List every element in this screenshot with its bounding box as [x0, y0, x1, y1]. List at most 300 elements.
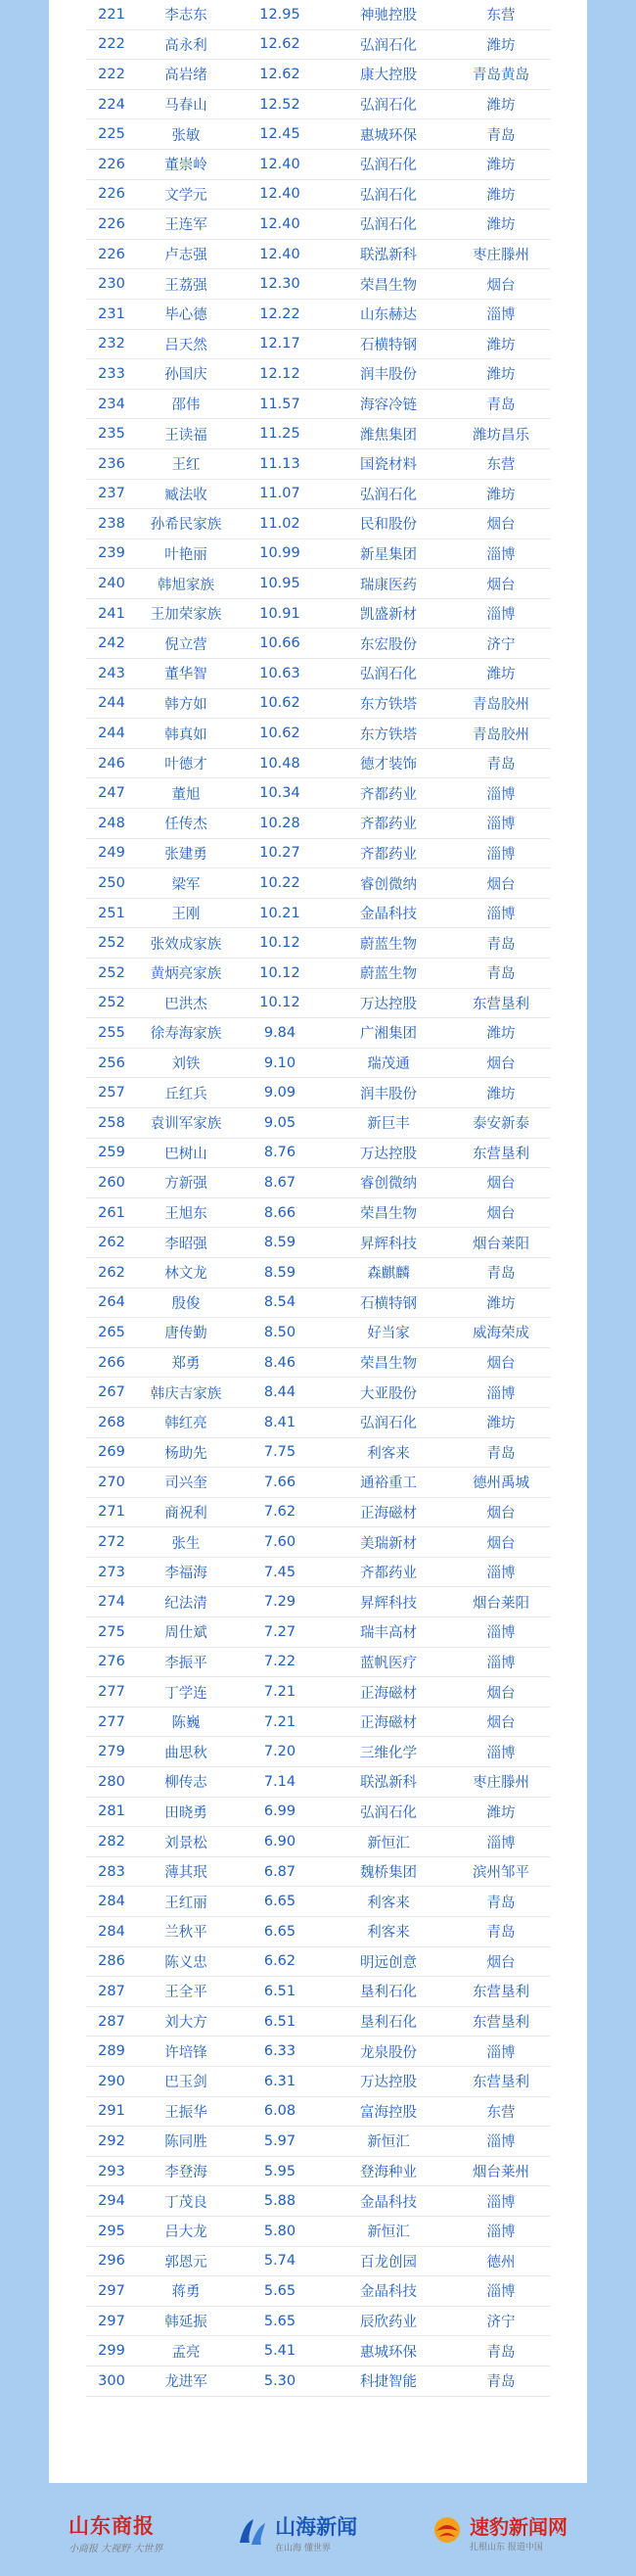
table-row [86, 839, 550, 869]
name-cell: 巴玉剑 [164, 2075, 207, 2091]
name-cell: 李振平 [164, 1655, 207, 1671]
rank-cell: 275 [98, 1623, 125, 1640]
rank-cell: 233 [98, 365, 125, 382]
wealth-cell: 11.07 [259, 486, 300, 502]
city-cell: 淄博 [486, 546, 516, 563]
company-cell: 瑞丰高材 [360, 1625, 417, 1642]
rank-cell: 272 [98, 1534, 125, 1551]
city-cell: 济宁 [486, 2315, 516, 2331]
shanhai-icon [236, 2515, 269, 2549]
rank-cell: 226 [98, 246, 125, 262]
city-cell: 潍坊 [486, 337, 516, 353]
city-cell: 潍坊 [486, 217, 516, 234]
rank-cell: 224 [98, 96, 125, 113]
name-cell: 高永利 [164, 37, 207, 54]
company-cell: 弘润石化 [360, 217, 417, 234]
wealth-cell: 10.66 [259, 635, 300, 652]
rank-cell: 297 [98, 2313, 125, 2329]
table-row [86, 480, 550, 510]
company-cell: 垦利石化 [360, 1985, 417, 2001]
name-cell: 郭恩元 [164, 2254, 207, 2271]
company-cell: 利客来 [367, 1445, 410, 1462]
table-row [86, 868, 550, 899]
rank-cell: 286 [98, 1953, 125, 1970]
rank-cell: 284 [98, 1894, 125, 1910]
rank-cell: 251 [98, 905, 125, 921]
city-cell: 烟台 [486, 277, 516, 294]
table-row [86, 1228, 550, 1258]
rank-cell: 240 [98, 576, 125, 592]
name-cell: 叶德才 [164, 757, 207, 773]
wealth-cell: 10.62 [259, 695, 300, 712]
company-cell: 金晶科技 [360, 2194, 417, 2211]
city-cell: 潍坊 [486, 667, 516, 683]
rank-cell: 242 [98, 635, 125, 652]
name-cell: 张敏 [171, 127, 201, 144]
company-cell: 齐都药业 [360, 846, 417, 863]
city-cell: 潍坊 [486, 1804, 516, 1821]
city-cell: 烟台 [486, 517, 516, 534]
city-cell: 淄博 [486, 846, 516, 863]
name-cell: 刘铁 [171, 1056, 201, 1073]
table-row [86, 1198, 550, 1229]
name-cell: 李志东 [164, 8, 207, 24]
city-cell: 淄博 [486, 1385, 516, 1402]
name-cell: 李昭强 [164, 1236, 207, 1252]
table-row [86, 629, 550, 659]
wealth-cell: 12.40 [259, 215, 300, 232]
table-row [86, 210, 550, 240]
city-cell: 滨州邹平 [473, 1865, 529, 1882]
wealth-cell: 10.12 [259, 935, 300, 952]
table-row [86, 1617, 550, 1648]
wealth-cell: 6.51 [263, 2013, 296, 2030]
table-row [86, 1527, 550, 1558]
rank-cell: 268 [98, 1414, 125, 1430]
rank-cell: 257 [98, 1085, 125, 1101]
table-row [86, 1648, 550, 1678]
footer-bar [0, 2483, 636, 2576]
city-cell: 淄博 [486, 786, 516, 803]
company-cell: 民和股份 [360, 517, 417, 534]
table-row [86, 180, 550, 211]
table-row [86, 1318, 550, 1348]
rank-cell: 225 [98, 126, 125, 143]
city-cell: 青岛黄岛 [473, 68, 529, 84]
name-cell: 林文龙 [164, 1266, 207, 1283]
rank-cell: 281 [98, 1803, 125, 1820]
wealth-cell: 6.08 [263, 2103, 296, 2120]
company-cell: 睿创微纳 [360, 1176, 417, 1193]
rank-cell: 265 [98, 1324, 125, 1340]
name-cell: 李福海 [164, 1566, 207, 1582]
wealth-cell: 6.65 [263, 1894, 296, 1910]
rank-cell: 284 [98, 1923, 125, 1940]
company-cell: 弘润石化 [360, 1804, 417, 1821]
company-cell: 新星集团 [360, 546, 417, 563]
name-cell: 王红 [171, 457, 201, 474]
rank-cell: 259 [98, 1145, 125, 1161]
city-cell: 烟台 [486, 577, 516, 593]
table-row [86, 1917, 550, 1947]
table-row [86, 300, 550, 330]
name-cell: 高岩绪 [164, 68, 207, 84]
rank-cell: 277 [98, 1684, 125, 1701]
company-cell: 联泓新科 [360, 248, 417, 264]
name-cell: 兰秋平 [164, 1925, 207, 1942]
company-cell: 德才装饰 [360, 757, 417, 773]
table-row [86, 928, 550, 959]
company-cell: 东方铁塔 [360, 696, 417, 713]
rank-cell: 252 [98, 935, 125, 952]
shanhai-news-logo [236, 2511, 357, 2553]
subao-icon [431, 2515, 464, 2549]
wealth-cell: 7.27 [263, 1623, 296, 1640]
name-cell: 王荔强 [164, 277, 207, 294]
company-cell: 东方铁塔 [360, 726, 417, 743]
company-cell: 正海磁材 [360, 1715, 417, 1732]
rank-cell: 290 [98, 2073, 125, 2089]
name-cell: 方新强 [164, 1176, 207, 1193]
name-cell: 韩方如 [164, 696, 207, 713]
city-cell: 东营垦利 [473, 1985, 529, 2001]
city-cell: 东营 [486, 2104, 516, 2121]
wealth-cell: 6.31 [263, 2073, 296, 2089]
rank-cell: 250 [98, 875, 125, 892]
city-cell: 淄博 [486, 1625, 516, 1642]
company-cell: 登海种业 [360, 2165, 417, 2181]
rank-cell: 282 [98, 1834, 125, 1850]
name-cell: 任传杰 [164, 817, 207, 833]
wealth-cell: 12.22 [259, 305, 300, 322]
rank-cell: 277 [98, 1713, 125, 1730]
name-cell: 曲思秋 [164, 1745, 207, 1761]
company-cell: 荣昌生物 [360, 1356, 417, 1373]
table-row [86, 1677, 550, 1708]
city-cell: 淄博 [486, 907, 516, 923]
wealth-cell: 11.25 [259, 426, 300, 443]
name-cell: 巴洪杰 [164, 996, 207, 1012]
city-cell: 东营 [486, 8, 516, 24]
table-row [86, 569, 550, 599]
rank-cell: 238 [98, 515, 125, 532]
table-row [86, 2276, 550, 2307]
name-cell: 柳传志 [164, 1775, 207, 1792]
table-row [86, 419, 550, 449]
rank-cell: 252 [98, 964, 125, 981]
company-cell: 富海控股 [360, 2104, 417, 2121]
name-cell: 徐寿海家族 [150, 1026, 222, 1043]
name-cell: 臧法收 [164, 487, 207, 503]
rank-cell: 237 [98, 486, 125, 502]
rank-cell: 231 [98, 305, 125, 322]
company-cell: 新恒汇 [367, 1835, 410, 1851]
name-cell: 田晓勇 [164, 1804, 207, 1821]
table-row [86, 269, 550, 300]
name-cell: 杨助先 [164, 1445, 207, 1462]
rank-cell: 262 [98, 1264, 125, 1281]
wealth-cell: 10.95 [259, 576, 300, 592]
city-cell: 淄博 [486, 307, 516, 324]
rank-cell: 239 [98, 545, 125, 562]
city-cell: 枣庄滕州 [473, 248, 529, 264]
wealth-cell: 8.50 [263, 1324, 296, 1340]
wealth-cell: 11.02 [259, 515, 300, 532]
name-cell: 邵伟 [171, 398, 201, 414]
wealth-cell: 7.29 [263, 1594, 296, 1611]
rank-cell: 244 [98, 726, 125, 742]
name-cell: 刘景松 [164, 1835, 207, 1851]
wealth-cell: 11.57 [259, 396, 300, 412]
wealth-cell: 12.95 [259, 6, 300, 23]
city-cell: 青岛胶州 [473, 696, 529, 713]
name-cell: 董华智 [164, 667, 207, 683]
rank-cell: 247 [98, 785, 125, 802]
city-cell: 淄博 [486, 2194, 516, 2211]
city-cell: 淄博 [486, 1566, 516, 1582]
rank-cell: 249 [98, 845, 125, 862]
table-row [86, 1947, 550, 1978]
wealth-cell: 10.62 [259, 726, 300, 742]
wealth-cell: 5.97 [263, 2132, 296, 2149]
wealth-cell: 12.45 [259, 126, 300, 143]
city-cell: 烟台 [486, 1356, 516, 1373]
company-cell: 大亚股份 [360, 1385, 417, 1402]
company-cell: 新恒汇 [367, 2225, 410, 2241]
name-cell: 王连军 [164, 217, 207, 234]
wealth-cell: 12.40 [259, 246, 300, 262]
table-row [86, 989, 550, 1019]
ranking-table [86, 0, 550, 2397]
table-row [86, 1767, 550, 1798]
name-cell: 韩延振 [164, 2315, 207, 2331]
name-cell: 韩真如 [164, 726, 207, 743]
wealth-cell: 6.90 [263, 1834, 296, 1850]
rank-cell: 264 [98, 1294, 125, 1311]
company-cell: 石横特钢 [360, 1295, 417, 1312]
city-cell: 德州 [486, 2254, 516, 2271]
wealth-cell: 8.76 [263, 1145, 296, 1161]
rank-cell: 295 [98, 2223, 125, 2239]
name-cell: 董崇岭 [164, 158, 207, 174]
rank-cell: 255 [98, 1024, 125, 1041]
company-cell: 荣昌生物 [360, 277, 417, 294]
wealth-cell: 8.66 [263, 1204, 296, 1221]
wealth-cell: 7.62 [263, 1504, 296, 1521]
city-cell: 烟台 [486, 1954, 516, 1971]
company-cell: 弘润石化 [360, 1416, 417, 1432]
rank-cell: 260 [98, 1174, 125, 1191]
company-cell: 睿创微纳 [360, 876, 417, 893]
wealth-cell: 8.46 [263, 1354, 296, 1371]
table-row [86, 2186, 550, 2217]
city-cell: 青岛 [486, 1895, 516, 1911]
rank-cell: 297 [98, 2282, 125, 2299]
table-row [86, 0, 550, 30]
wealth-cell: 10.63 [259, 665, 300, 681]
company-cell: 万达控股 [360, 996, 417, 1012]
name-cell: 马春山 [164, 98, 207, 115]
wealth-cell: 12.17 [259, 336, 300, 352]
rank-cell: 287 [98, 2013, 125, 2030]
company-cell: 万达控股 [360, 2075, 417, 2091]
city-cell: 东营垦利 [473, 996, 529, 1012]
name-cell: 韩旭家族 [158, 577, 214, 593]
table-row [86, 539, 550, 570]
city-cell: 淄博 [486, 607, 516, 624]
table-row [86, 1438, 550, 1469]
city-cell: 青岛 [486, 757, 516, 773]
name-cell: 龙进军 [164, 2374, 207, 2391]
name-cell: 叶艳丽 [164, 546, 207, 563]
city-cell: 青岛 [486, 1445, 516, 1462]
company-cell: 利客来 [367, 1925, 410, 1942]
wealth-cell: 7.60 [263, 1534, 296, 1551]
wealth-cell: 5.41 [263, 2343, 296, 2360]
rank-cell: 226 [98, 215, 125, 232]
rank-cell: 269 [98, 1444, 125, 1461]
city-cell: 青岛 [486, 127, 516, 144]
company-cell: 昇辉科技 [360, 1595, 417, 1612]
city-cell: 烟台 [486, 1176, 516, 1193]
name-cell: 文学元 [164, 187, 207, 204]
rank-cell: 232 [98, 336, 125, 352]
company-cell: 东宏股份 [360, 636, 417, 653]
rank-cell: 300 [98, 2372, 125, 2389]
table-row [86, 2366, 550, 2397]
wealth-cell: 5.95 [263, 2163, 296, 2179]
wealth-cell: 7.66 [263, 1474, 296, 1490]
company-cell: 润丰股份 [360, 367, 417, 384]
city-cell: 烟台莱州 [473, 2165, 529, 2181]
company-cell: 新巨丰 [367, 1116, 410, 1133]
wealth-cell: 6.33 [263, 2043, 296, 2060]
company-cell: 石横特钢 [360, 337, 417, 353]
company-cell: 瑞茂通 [367, 1056, 410, 1073]
company-cell: 联泓新科 [360, 1775, 417, 1792]
city-cell: 淄博 [486, 2134, 516, 2151]
company-cell: 国瓷材料 [360, 457, 417, 474]
wealth-cell: 10.99 [259, 545, 300, 562]
name-cell: 唐传勤 [164, 1326, 207, 1342]
city-cell: 潍坊 [486, 1416, 516, 1432]
table-row [86, 1737, 550, 1767]
rank-cell: 226 [98, 186, 125, 203]
wealth-cell: 12.62 [259, 66, 300, 82]
company-cell: 龙泉股份 [360, 2044, 417, 2061]
wealth-cell: 7.45 [263, 1564, 296, 1580]
wealth-cell: 9.84 [263, 1024, 296, 1041]
company-cell: 新恒汇 [367, 2134, 410, 2151]
city-cell: 青岛 [486, 2344, 516, 2361]
table-row [86, 1108, 550, 1139]
city-cell: 潍坊 [486, 487, 516, 503]
name-cell: 韩红亮 [164, 1416, 207, 1432]
wealth-cell: 5.65 [263, 2313, 296, 2329]
company-cell: 蓝帆医疗 [360, 1655, 417, 1671]
rank-cell: 266 [98, 1354, 125, 1371]
rank-cell: 291 [98, 2103, 125, 2120]
name-cell: 张建勇 [164, 846, 207, 863]
brand-subao-name: 速豹新闻网 [469, 2515, 568, 2539]
rank-cell: 222 [98, 36, 125, 53]
table-row [86, 1168, 550, 1198]
wealth-cell: 9.09 [263, 1085, 296, 1101]
city-cell: 潍坊 [486, 158, 516, 174]
company-cell: 金晶科技 [360, 907, 417, 923]
name-cell: 吕天然 [164, 337, 207, 353]
table-row [86, 1857, 550, 1888]
rank-cell: 261 [98, 1204, 125, 1221]
name-cell: 梁军 [171, 876, 201, 893]
table-row [86, 1288, 550, 1319]
company-cell: 利客来 [367, 1895, 410, 1911]
company-cell: 弘润石化 [360, 98, 417, 115]
rank-cell: 296 [98, 2253, 125, 2270]
company-cell: 好当家 [367, 1326, 410, 1342]
table-row [86, 1378, 550, 1408]
company-cell: 广湘集团 [360, 1026, 417, 1043]
city-cell: 潍坊 [486, 1026, 516, 1043]
city-cell: 烟台 [486, 1535, 516, 1552]
company-cell: 蔚蓝生物 [360, 966, 417, 983]
rank-cell: 236 [98, 455, 125, 472]
city-cell: 青岛 [486, 1266, 516, 1283]
name-cell: 张效成家族 [150, 936, 222, 953]
wealth-cell: 7.21 [263, 1713, 296, 1730]
name-cell: 王旭东 [164, 1206, 207, 1223]
company-cell: 垦利石化 [360, 2015, 417, 2032]
city-cell: 淄博 [486, 1835, 516, 1851]
name-cell: 王全平 [164, 1985, 207, 2001]
name-cell: 陈义忠 [164, 1954, 207, 1971]
rank-cell: 252 [98, 995, 125, 1011]
city-cell: 威海荣成 [473, 1326, 529, 1342]
name-cell: 李登海 [164, 2165, 207, 2181]
city-cell: 青岛 [486, 2374, 516, 2391]
city-cell: 烟台 [486, 1715, 516, 1732]
rank-cell: 248 [98, 815, 125, 831]
name-cell: 王红丽 [164, 1895, 207, 1911]
name-cell: 董旭 [171, 786, 201, 803]
rank-cell: 279 [98, 1744, 125, 1760]
wealth-cell: 7.14 [263, 1773, 296, 1790]
table-row [86, 749, 550, 779]
table-row [86, 1708, 550, 1738]
table-row [86, 359, 550, 390]
company-cell: 金晶科技 [360, 2284, 417, 2301]
table-row [86, 90, 550, 120]
company-cell: 百龙创园 [360, 2254, 417, 2271]
company-cell: 科捷智能 [360, 2374, 417, 2391]
table-row [86, 150, 550, 180]
company-cell: 弘润石化 [360, 187, 417, 204]
city-cell: 青岛 [486, 1925, 516, 1942]
table-row [86, 449, 550, 480]
company-cell: 齐都药业 [360, 1566, 417, 1582]
wealth-cell: 10.22 [259, 875, 300, 892]
name-cell: 纪法清 [164, 1595, 207, 1612]
table-row [86, 659, 550, 689]
city-cell: 东营垦利 [473, 2075, 529, 2091]
rank-cell: 273 [98, 1564, 125, 1580]
subao-news-logo [431, 2511, 568, 2553]
wealth-cell: 8.59 [263, 1264, 296, 1281]
name-cell: 毕心德 [164, 307, 207, 324]
wealth-cell: 5.30 [263, 2372, 296, 2389]
table-row [86, 2307, 550, 2337]
table-row [86, 959, 550, 989]
